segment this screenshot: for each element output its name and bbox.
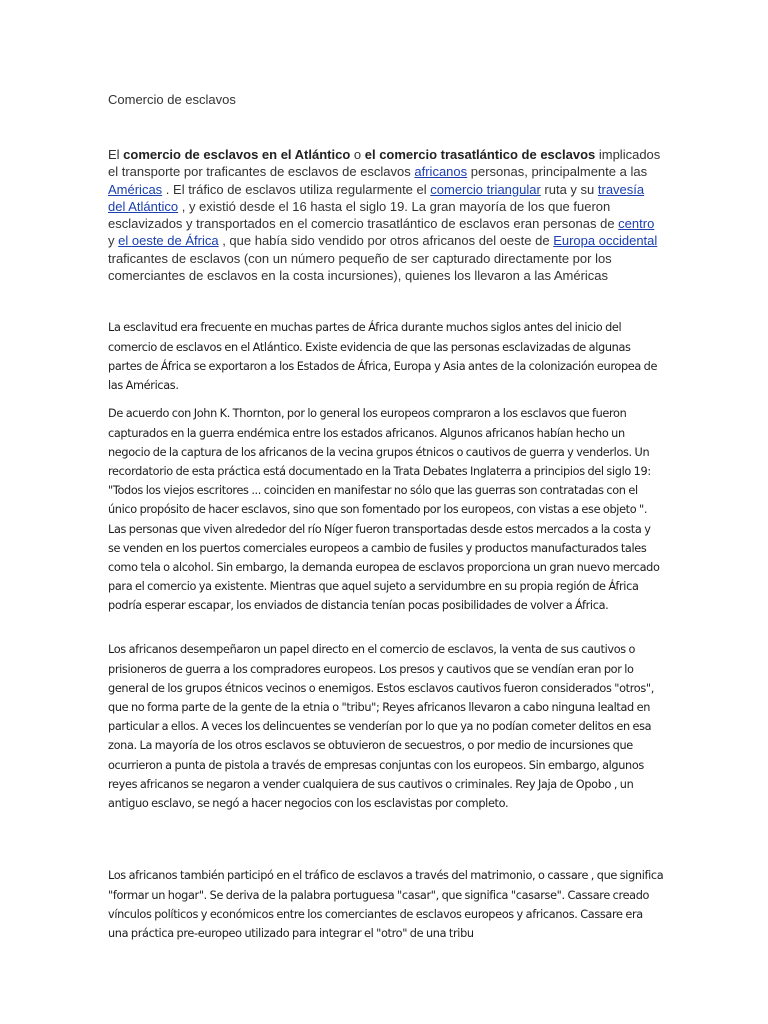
body-paragraph: Los africanos también participó en el tráfico de esclavos a través del matrimonio, o cassare , que significa "formar un hogar". Se deriva de la palabra portuguesa "casar", que significa "casarse". Cassare creado vínculos políticos y económicos entre los comerciantes de esclavos europeos y africanos. Cassare era una práctica pre-europeo utilizado para integrar el "otro" de una tribu	[108, 869, 664, 940]
link-americas[interactable]: Américas	[108, 181, 163, 197]
intro-text: traficantes de esclavos (con un número pequeño de ser capturado directamente por los comerciantes de esclavos en la costa incursiones), quienes los llevaron a las Américas	[108, 250, 612, 284]
body-paragraph: Los africanos desempeñaron un papel directo en el comercio de esclavos, la venta de sus cautivos o prisioneros de guerra a los compradores europeos. Los presos y cautivos que se vendían eran por lo general de los grupos étnicos vecinos o enemigos. Estos esclavos cautivos fueron considerados "otros", que no forma parte de la gente de la etnia o "tribu"; Reyes africanos llevaron a cabo ninguna lealtad en particular a ellos. A veces los delincuentes se venderían por lo que ya no podían cometer delitos en esa zona. La mayoría de los otros esclavos se obtuvieron de secuestros, o por medio de incursiones que ocurrieron a punta de pistola a través de empresas conjuntas con los europeos. Sin embargo, algunos reyes africanos se negaron a vender cualquiera de sus cautivos o criminales. Rey Jaja de Opobo , un antiguo esclavo, se negó a hacer negocios con los esclavistas por completo.	[108, 643, 654, 810]
body-paragraph: La esclavitud era frecuente en muchas partes de África durante muchos siglos antes del inicio del comercio de esclavos en el Atlántico. Existe evidencia de que las personas esclavizadas de algunas partes de África se exportaron a los Estados de África, Europa y Asia antes de la colonización europea de las Américas.	[108, 321, 658, 392]
intro-text: ruta y su	[540, 181, 598, 197]
intro-text: implicados el transporte por traficantes de esclavos de esclavos	[108, 147, 661, 180]
link-comercio-triangular[interactable]: comercio triangular	[430, 181, 541, 197]
intro-text: personas, principalmente a las	[467, 164, 648, 180]
link-centro[interactable]: centro	[618, 216, 655, 232]
intro-bold-term: comercio de esclavos en el Atlántico	[123, 147, 351, 162]
intro-text: y	[108, 233, 119, 249]
intro-paragraph	[108, 146, 664, 284]
link-europa-occidental[interactable]: Europa occidental	[553, 233, 658, 249]
body-paragraph: De acuerdo con John K. Thornton, por lo general los europeos compraron a los esclavos que fueron capturados en la guerra endémica entre los estados africanos. Algunos africanos habían hecho un negocio de la captura de los africanos de la vecina grupos étnicos o cautivos de guerra y venderlos. Un recordatorio de esta práctica está documentado en la Trata Debates Inglaterra a principios del siglo 19: "Todos los viejos escritores ... coinciden en manifestar no sólo que las guerras son contratadas con el único propósito de hacer esclavos, sino que son fomentado por los europeos, con vistas a ese objeto ". Las personas que viven alrededor del río Níger fueron transportadas desde estos mercados a la costa y se venden en los puertos comerciales europeos a cambio de fusiles y productos manufacturados tales como tela o alcohol. Sin embargo, la demanda europea de esclavos proporciona un gran nuevo mercado para el comercio ya existente. Mientras que aquel sujeto a servidumbre en su propia región de África podría esperar escapar, los enviados de distancia tenían pocas posibilidades de volver a África.	[108, 407, 660, 613]
intro-text: , y existió desde el 16 hasta el siglo 19. La gran mayoría de los que fueron esclavizados y transportados en el comercio trasatlántico de esclavos eran personas de	[108, 198, 619, 232]
page-title: Comercio de esclavos	[108, 92, 236, 107]
intro-text: El	[108, 147, 124, 162]
link-africanos[interactable]: africanos	[414, 164, 468, 180]
intro-text: , que había sido vendido por otros africanos del oeste de	[218, 233, 554, 249]
link-oeste-africa[interactable]: el oeste de África	[118, 233, 219, 249]
link-travesia-atlantico[interactable]: travesía del Atlántico	[108, 181, 645, 214]
intro-text: . El tráfico de esclavos utiliza regularmente el	[162, 181, 431, 197]
intro-text: o	[350, 147, 365, 162]
intro-bold-term: el comercio trasatlántico de esclavos	[364, 147, 596, 162]
